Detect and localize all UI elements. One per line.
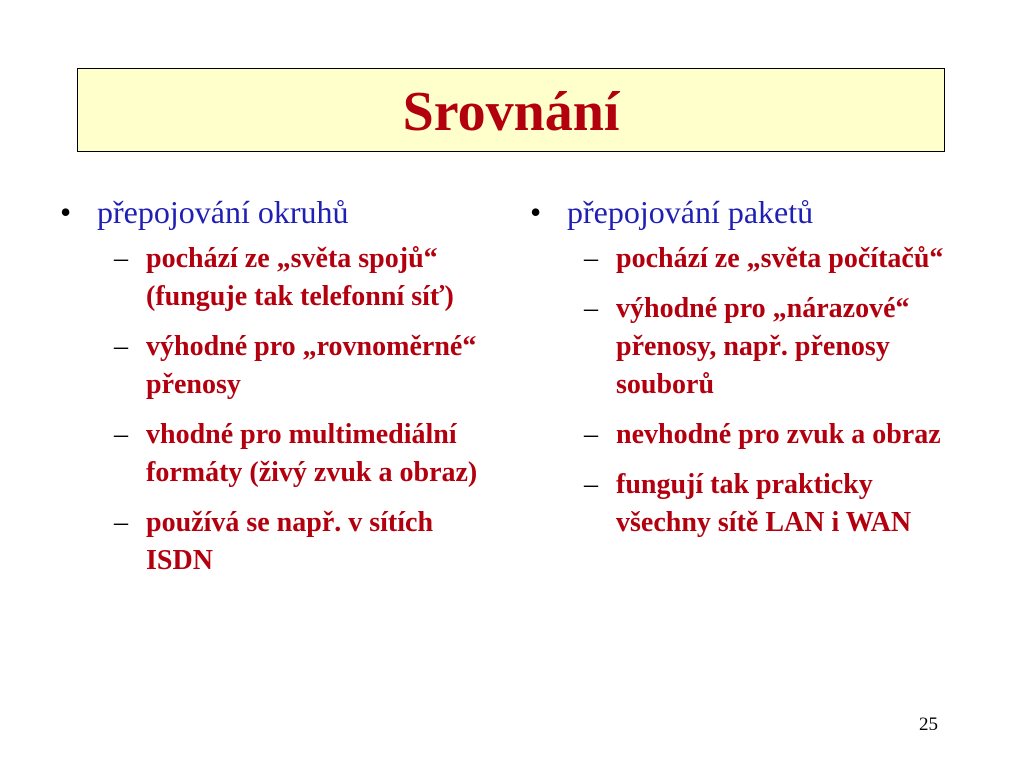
- right-column: [527, 193, 967, 554]
- page-number: 25: [919, 714, 938, 735]
- dash-icon: –: [114, 243, 128, 274]
- right-heading: přepojování paketů: [567, 194, 814, 230]
- title-box: [77, 68, 945, 152]
- list-item-text: výhodné pro „nárazové“ přenosy, např. přenosy souborů: [616, 293, 910, 400]
- list-item: [527, 240, 967, 278]
- left-bullet: [57, 193, 507, 231]
- list-item: [527, 290, 967, 404]
- list-item: [57, 240, 507, 316]
- left-heading: přepojování okruhů: [97, 194, 349, 230]
- bullet-icon: •: [530, 194, 542, 230]
- dash-icon: –: [114, 419, 128, 450]
- dash-icon: –: [584, 243, 598, 274]
- dash-icon: –: [114, 507, 128, 538]
- list-item-text: fungují tak prakticky všechny sítě LAN i WAN: [616, 469, 912, 538]
- list-item-text: používá se např. v sítích ISDN: [146, 507, 434, 576]
- dash-icon: –: [114, 331, 128, 362]
- list-item: [527, 466, 967, 542]
- list-item-text: výhodné pro „rovnoměrné“ přenosy: [146, 331, 477, 400]
- slide-title: Srovnání: [402, 81, 620, 143]
- list-item: [57, 504, 507, 580]
- left-column: [57, 193, 507, 592]
- left-sub-list: [57, 240, 507, 580]
- list-item-text: pochází ze „světa počítačů“: [616, 243, 944, 274]
- list-item-text: pochází ze „světa spojů“ (funguje tak telefonní síť): [146, 243, 454, 312]
- list-item-text: nevhodné pro zvuk a obraz: [616, 419, 941, 450]
- list-item: [57, 416, 507, 492]
- right-sub-list: [527, 240, 967, 542]
- dash-icon: –: [584, 419, 598, 450]
- dash-icon: –: [584, 293, 598, 324]
- list-item-text: vhodné pro multimediální formáty (živý zvuk a obraz): [146, 419, 478, 488]
- dash-icon: –: [584, 469, 598, 500]
- right-bullet: [527, 193, 967, 231]
- bullet-icon: •: [60, 194, 72, 230]
- list-item: [57, 328, 507, 404]
- list-item: [527, 416, 967, 454]
